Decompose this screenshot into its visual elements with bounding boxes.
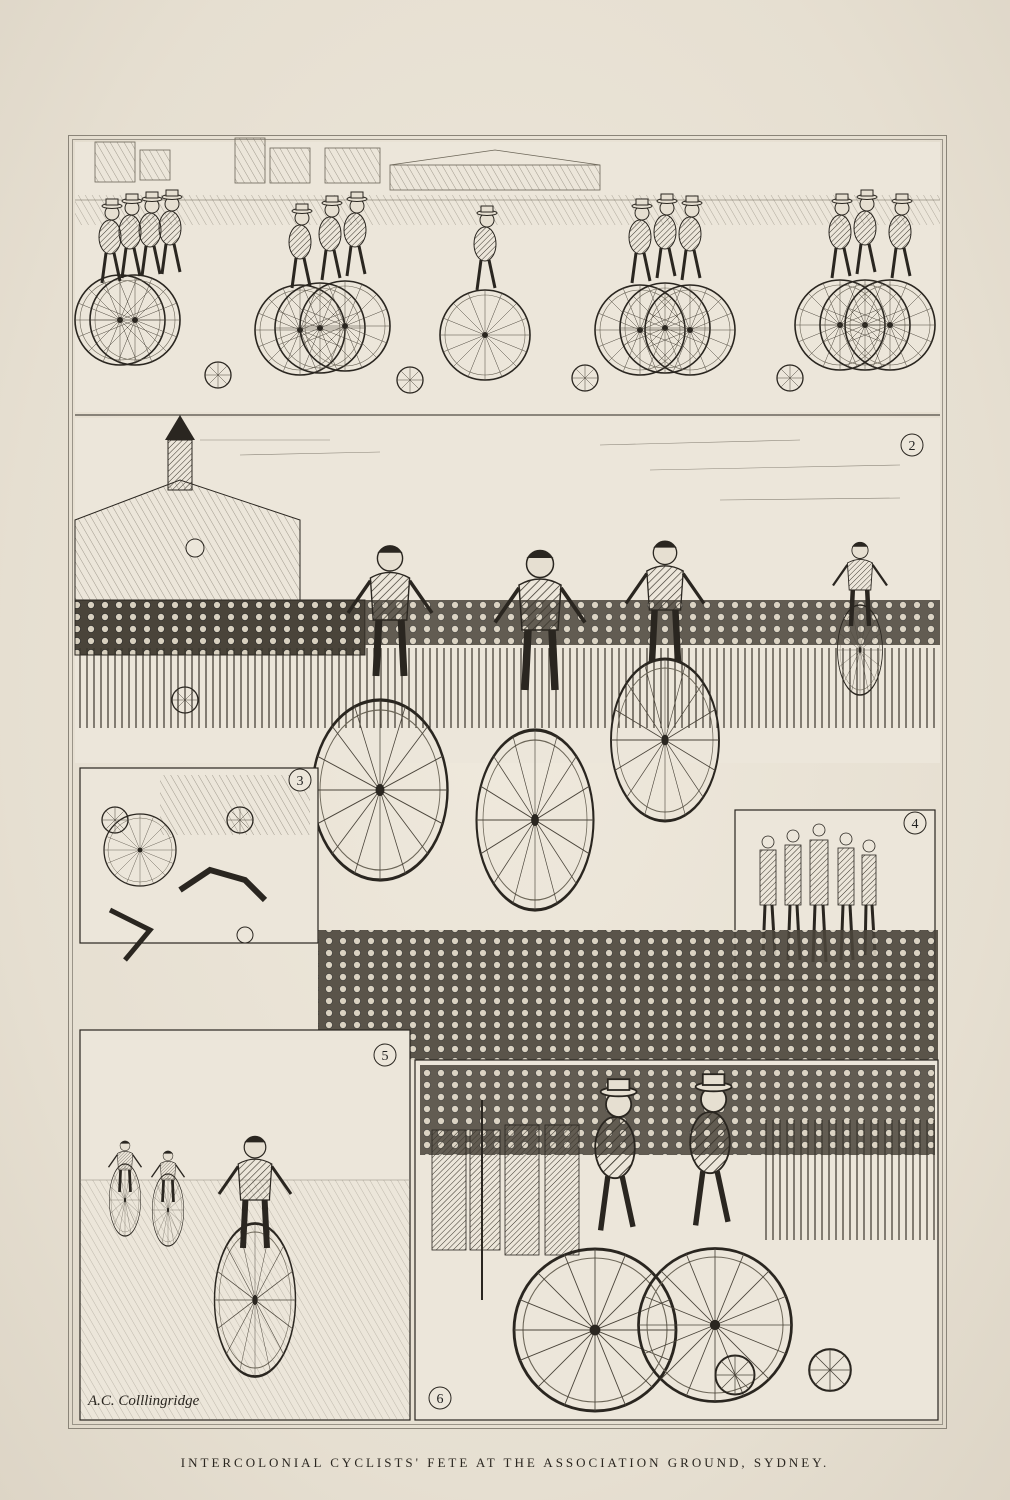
panel-4-number: 4 <box>911 817 919 832</box>
panel-1-procession <box>75 138 940 412</box>
spectators <box>432 1125 579 1255</box>
distant-crowd <box>75 195 940 225</box>
panel-5-number: 5 <box>381 1049 389 1064</box>
panel-6-number: 6 <box>436 1392 444 1407</box>
artist-signature: A.C. Colllingridge <box>88 1393 200 1409</box>
panel-5-sprint <box>80 1030 410 1420</box>
panel-6-finish <box>415 1060 938 1420</box>
panel-3-crash <box>80 768 318 960</box>
pavilion-crowd <box>75 600 365 655</box>
panel-3-number: 3 <box>296 774 304 789</box>
panel-2-number: 2 <box>908 439 916 454</box>
panel-6-crowd-band <box>318 930 938 1060</box>
plate-caption: INTERCOLONIAL CYCLISTS' FETE AT THE ASSOCIATION GROUND, SYDNEY. <box>180 1455 830 1470</box>
clock-icon <box>186 539 204 557</box>
picket-fence <box>75 648 940 728</box>
